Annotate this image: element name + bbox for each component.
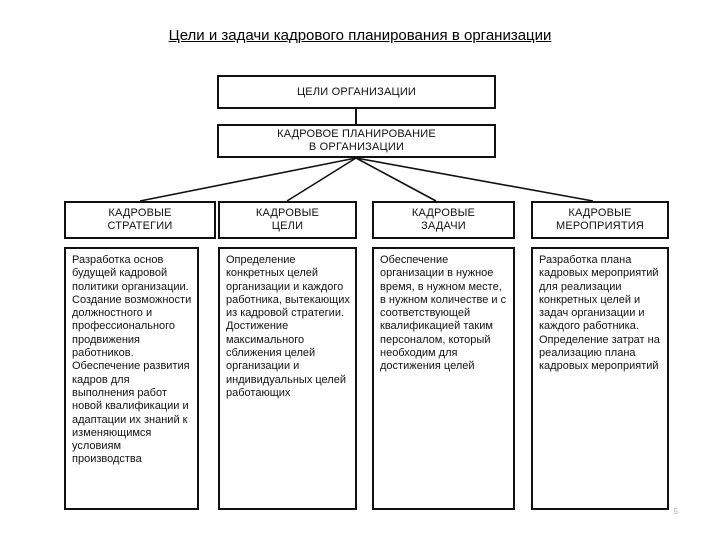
- category-box-tasks: [372, 201, 515, 239]
- description-box-goals: [218, 247, 357, 510]
- organization-goals-label: ЦЕЛИ ОРГАНИЗАЦИИ: [296, 85, 417, 98]
- description-text: Определение конкретных целей организации и каждого работника, вытекающих из кадровой стратегии. Достижение максимального сближения целей организации и индивидуальных целей работающих: [226, 254, 350, 399]
- description-box-measures: [531, 247, 669, 510]
- page-number: 5: [673, 507, 678, 516]
- category-box-goals: [218, 201, 357, 239]
- description-box-tasks: [372, 247, 515, 510]
- connector-middle-measures: [356, 158, 593, 201]
- organization-goals-box: [217, 75, 496, 109]
- description-text: Разработка основ будущей кадровой политики организации. Создание возможности должностного и профессионального продвижения работников. Обеспечение развития кадров для выполнения работ новой квалификации и адаптации их знаний к изменяющимся условиям производства: [72, 254, 192, 466]
- connector-middle-strategies: [140, 158, 356, 201]
- description-box-strategies: [64, 247, 199, 510]
- category-box-strategies: [64, 201, 216, 239]
- category-label: КАДРОВЫЕ СТРАТЕГИИ: [107, 207, 173, 232]
- description-text: Разработка плана кадровых мероприятий для реализации конкретных целей и задач организации и каждого работника. Определение затрат на реализацию плана кадровых мероприятий: [539, 254, 660, 373]
- category-label: КАДРОВЫЕ ЗАДАЧИ: [411, 207, 476, 232]
- page-title: Цели и задачи кадрового планирования в организации: [168, 27, 552, 44]
- hr-planning-label: КАДРОВОЕ ПЛАНИРОВАНИЕ В ОРГАНИЗАЦИИ: [277, 128, 436, 153]
- category-box-measures: [531, 201, 669, 239]
- description-text: Обеспечение организации в нужное время, в нужном месте, в нужном количестве и с соответствующей квалификацией таким персоналом, который необходим для достижения целей: [380, 254, 507, 373]
- hr-planning-box: [217, 124, 496, 158]
- category-label: КАДРОВЫЕ ЦЕЛИ: [255, 207, 320, 232]
- category-label: КАДРОВЫЕ МЕРОПРИЯТИЯ: [555, 207, 644, 232]
